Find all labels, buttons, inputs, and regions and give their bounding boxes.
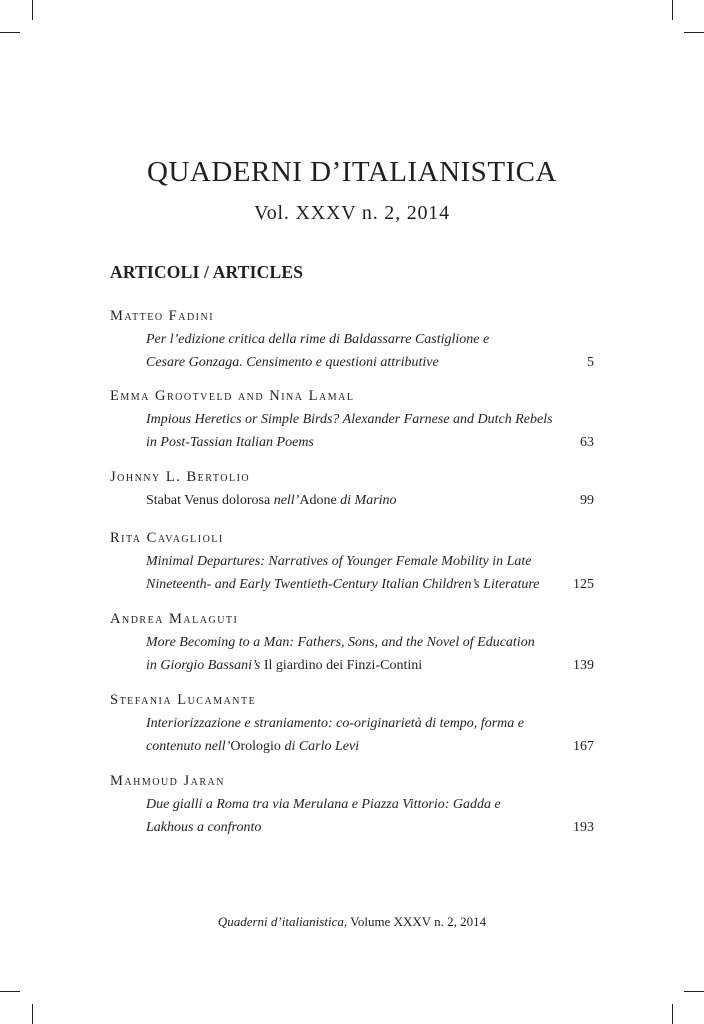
volume-info: Vol. XXXV n. 2, 2014 xyxy=(254,202,450,224)
crop-mark xyxy=(684,32,704,33)
entry-author: Andrea Malaguti xyxy=(110,611,239,627)
page-number[interactable]: 63 xyxy=(580,435,594,450)
entry-title-text: Lakhous a confronto xyxy=(146,820,262,835)
footer-journal-name: Quaderni d’italianistica xyxy=(217,914,344,929)
entry-title-line: Minimal Departures: Narratives of Younger Female Mobility in Late xyxy=(146,554,532,569)
crop-mark xyxy=(672,1004,673,1024)
entry-title-text: Nineteenth- and Early Twentieth-Century Italian Children’s Literature xyxy=(146,577,540,592)
crop-mark xyxy=(32,0,33,20)
entry-title-text: di Carlo Levi xyxy=(280,739,360,754)
entry-author: Mahmoud Jaran xyxy=(110,773,225,789)
entry-author: Stefania Lucamante xyxy=(110,692,257,708)
toc-entry[interactable] xyxy=(110,384,596,454)
entry-title-line xyxy=(110,431,596,454)
entry-title-text: Stabat Venus dolorosa xyxy=(146,493,274,508)
crop-mark xyxy=(0,32,20,33)
entry-title-line: Due gialli a Roma tra via Merulana e Piazza Vittorio: Gadda e xyxy=(146,797,501,812)
page-number[interactable]: 5 xyxy=(587,355,594,370)
entry-title-line xyxy=(110,654,596,677)
page-number[interactable]: 167 xyxy=(573,739,594,754)
entry-title-text: di Marino xyxy=(336,493,397,508)
page-footer xyxy=(0,914,704,930)
entry-title-line: More Becoming to a Man: Fathers, Sons, and the Novel of Education xyxy=(146,635,535,650)
toc-entry[interactable] xyxy=(110,465,596,512)
entry-title-line xyxy=(110,816,596,839)
entry-title-line xyxy=(110,351,596,374)
entry-author: Rita Cavaglioli xyxy=(110,530,224,546)
entry-title-text: in Post-Tassian Italian Poems xyxy=(146,435,314,450)
journal-title: QUADERNI D’ITALIANISTICA xyxy=(147,156,557,188)
entry-title-text: Cesare Gonzaga. Censimento e questioni attributive xyxy=(146,355,439,370)
entry-title-text: Il giardino dei Finzi-Contini xyxy=(263,658,423,673)
footer-volume-info: , Volume XXXV n. 2, 2014 xyxy=(343,914,487,929)
crop-mark xyxy=(672,0,673,20)
crop-mark xyxy=(32,1004,33,1024)
entry-author: Johnny L. Bertolio xyxy=(110,469,251,485)
entry-title-text: Orologio xyxy=(230,739,281,754)
entry-title-text: Adone xyxy=(299,493,337,508)
toc-entry[interactable] xyxy=(110,688,596,758)
entry-title-line xyxy=(110,573,596,596)
entry-title-line: Per l’edizione critica della rime di Baldassarre Castiglione e xyxy=(146,332,490,347)
entry-title-line: Impious Heretics or Simple Birds? Alexander Farnese and Dutch Rebels xyxy=(146,412,553,427)
page-number[interactable]: 139 xyxy=(573,658,594,673)
entry-author: Matteo Fadini xyxy=(110,308,215,324)
crop-mark xyxy=(0,991,20,992)
toc-entry[interactable] xyxy=(110,769,596,839)
page-number[interactable]: 193 xyxy=(573,820,594,835)
toc-entry[interactable] xyxy=(110,607,596,677)
entry-title-text: contenuto nell’ xyxy=(146,739,231,754)
page-number[interactable]: 99 xyxy=(580,493,594,508)
entry-author: Emma Grootveld and Nina Lamal xyxy=(110,388,355,404)
section-heading: ARTICOLI / ARTICLES xyxy=(110,262,304,282)
entry-title-line xyxy=(110,735,596,758)
toc-entry[interactable] xyxy=(110,526,596,596)
page-number[interactable]: 125 xyxy=(573,577,594,592)
entry-title-line xyxy=(110,489,596,512)
entry-title-text: in Giorgio Bassani’s xyxy=(146,658,264,673)
entry-title-line: Interiorizzazione e straniamento: co-originarietà di tempo, forma e xyxy=(146,716,524,731)
crop-mark xyxy=(684,991,704,992)
toc-entry[interactable] xyxy=(110,304,596,374)
entry-title-text: nell’ xyxy=(273,493,300,508)
